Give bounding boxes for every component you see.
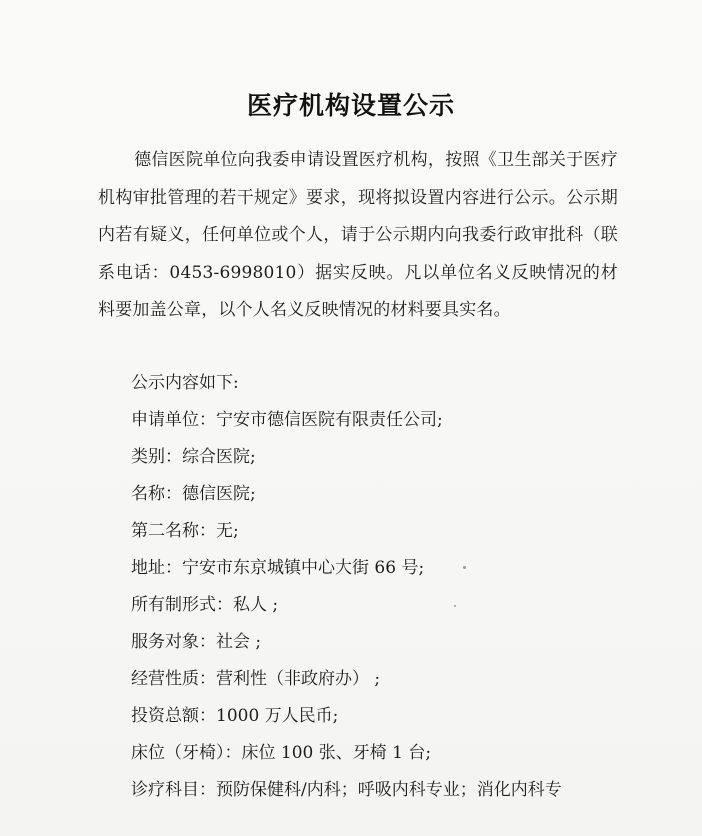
scan-speck	[454, 605, 456, 607]
announcement-item: 经营性质：营利性（非政府办） ;	[131, 669, 381, 689]
scan-speck	[463, 566, 466, 569]
announcement-item: 投资总额：1000 万人民币;	[131, 706, 339, 726]
announcement-item: 服务对象：社会 ;	[131, 632, 262, 652]
announcement-item: 申请单位：宁安市德信医院有限责任公司;	[131, 410, 443, 430]
intro-text: 德信医院单位向我委申请设置医疗机构，按照《卫生部关于医疗机构审批管理的若干规定》要求，现将拟设置内容进行公示。公示期内若有疑义，任何单位或个人，请于公示期内向我委行政审批科（联系电话：0453-6998010）据实反映。凡以单位名义反映情况的材料要加盖公章，以个人名义反映情况的材料要具实名。	[98, 150, 618, 320]
announcement-item: 公示内容如下:	[131, 373, 239, 393]
document-title: 医疗机构设置公示	[246, 91, 455, 120]
intro-paragraph	[98, 142, 618, 330]
announcement-item: 所有制形式：私人 ;	[131, 595, 279, 615]
announcement-item: 床位（牙椅）：床位 100 张、牙椅 1 台;	[131, 743, 432, 763]
announcement-item: 类别：综合医院;	[131, 447, 256, 467]
announcement-item: 诊疗科目：预防保健科/内科；呼吸内科专业；消化内科专	[131, 780, 562, 800]
announcement-item: 第二名称：无;	[131, 521, 239, 541]
announcement-items	[131, 365, 621, 809]
announcement-item: 地址：宁安市东京城镇中心大街 66 号;	[131, 558, 425, 578]
announcement-item: 名称：德信医院;	[131, 484, 256, 504]
